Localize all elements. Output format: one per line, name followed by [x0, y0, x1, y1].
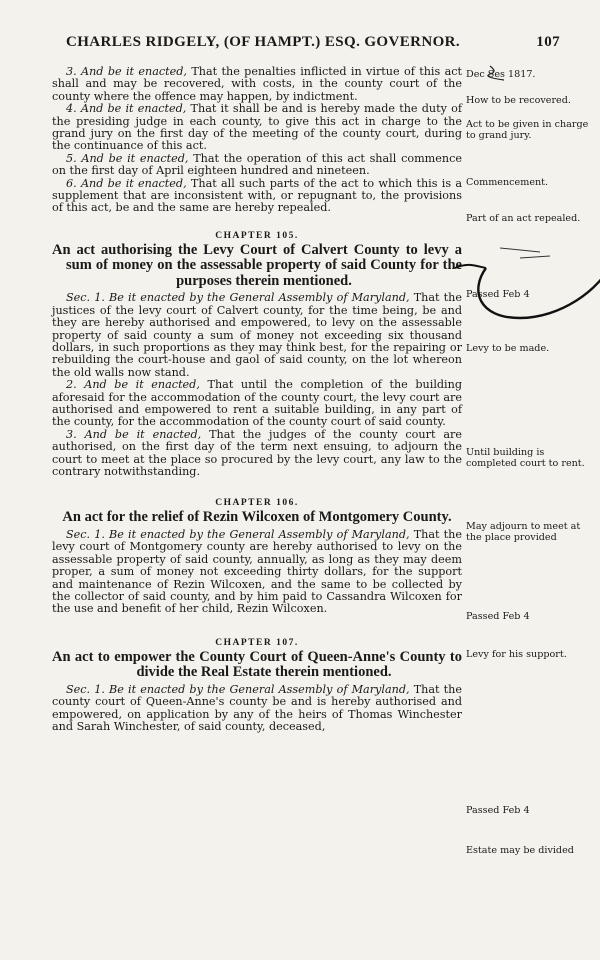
- margin-note: Passed Feb 4: [466, 611, 530, 622]
- paragraph: Sec. 1. Be it enacted by the General Assembly of Maryland, That the justices of the levy court of Calvert county, for the time being, be and they are hereby authorised and empowered, to levy on the assessable property of said county a sum of money not exceeding six thousand dollars, in such proportions as they may think best, for the repairing or rebuilding the court-house and gaol of said county, on the lot whereon the old walls now stand.: [52, 291, 462, 379]
- margin-note: Act to be given in charge to grand jury.: [466, 119, 589, 141]
- margin-note: Estate may be divided: [466, 845, 574, 856]
- margin-note: Commencement.: [466, 177, 549, 188]
- act-title: An act authorising the Levy Court of Calvert County to levy a sum of money on the assessable property of said County for the purposes therein mentioned.: [52, 241, 462, 289]
- paragraph: 6. And be it enacted, That all such parts of the act to which this is a supplement that are inconsistent with, or repugnant to, the provisions of this act, be and the same are hereby repealed.: [52, 176, 463, 215]
- chapter-heading: CHAPTER 107.: [215, 637, 299, 648]
- margin-note: How to be recovered.: [466, 95, 571, 106]
- chapter-heading: CHAPTER 106.: [215, 498, 299, 509]
- page-number: 107: [536, 34, 560, 50]
- margin-note: Until building is completed court to rent.: [466, 447, 585, 469]
- running-title: CHARLES RIDGELY, (OF HAMPT.) ESQ. GOVERNOR.: [66, 34, 461, 50]
- paragraph: 3. And be it enacted, That the judges of the county court are authorised, on the first day of the term next ensuing, to adjourn the court to meet at the place so procured by the levy court, any law to the contrary notwithstanding.: [52, 427, 462, 479]
- paragraph: 4. And be it enacted, That it shall be and is hereby made the duty of the presiding judge in each county, to give this act in charge to the grand jury on the first day of the meeting of the county court, during the continuance of this act.: [52, 102, 462, 153]
- paragraph: 2. And be it enacted, That until the completion of the building aforesaid for the accommodation of the county court, the levy court are authorised and empowered to rent a suitable building, in any part of the county, for the accommodation of the county court of said county.: [52, 378, 463, 429]
- margin-note: Levy to be made.: [466, 343, 550, 354]
- act-title: An act for the relief of Rezin Wilcoxen of Montgomery County.: [62, 509, 452, 526]
- paragraph: Sec. 1. Be it enacted by the General Assembly of Maryland, That the county court of Queen-Anne's county be and is hereby authorised and empowered, on application by any of the heirs of Thomas Winchester and Sarah Winchester, of said county, deceased,: [52, 682, 462, 734]
- chapter-heading: CHAPTER 105.: [215, 230, 299, 241]
- paragraph: 5. And be it enacted, That the operation of this act shall commence on the first day of April eighteen hundred and nineteen.: [52, 151, 462, 178]
- margin-note: Dec Ses 1817.: [466, 69, 536, 80]
- paragraph: 3. And be it enacted, That the penalties inflicted in virtue of this act shall and may be recovered, with costs, in the county court of the county where the offence may happen, by indictment.: [52, 65, 463, 103]
- act-title: An act to empower the County Court of Queen-Anne's County to divide the Real Estate therein mentioned.: [52, 648, 462, 681]
- margin-note: Passed Feb 4: [466, 805, 530, 816]
- paragraph: Sec. 1. Be it enacted by the General Assembly of Maryland, That the levy court of Montgomery county are hereby authorised to levy on the assessable property of said county, annually, as long as they may deem proper, a sum of money not exceeding thirty dollars, for the support and maintenance of Rezin Wilcoxen, and the same to be collected by the collector of said county, and by him paid to Cassandra Wilcoxen for the use and benefit of her child, Rezin Wilcoxen.: [52, 527, 462, 616]
- margin-note: May adjourn to meet at the place provided: [466, 521, 581, 543]
- margin-note: Passed Feb 4: [466, 289, 530, 300]
- margin-note: Levy for his support.: [466, 649, 567, 660]
- margin-note: Part of an act repealed.: [466, 213, 581, 224]
